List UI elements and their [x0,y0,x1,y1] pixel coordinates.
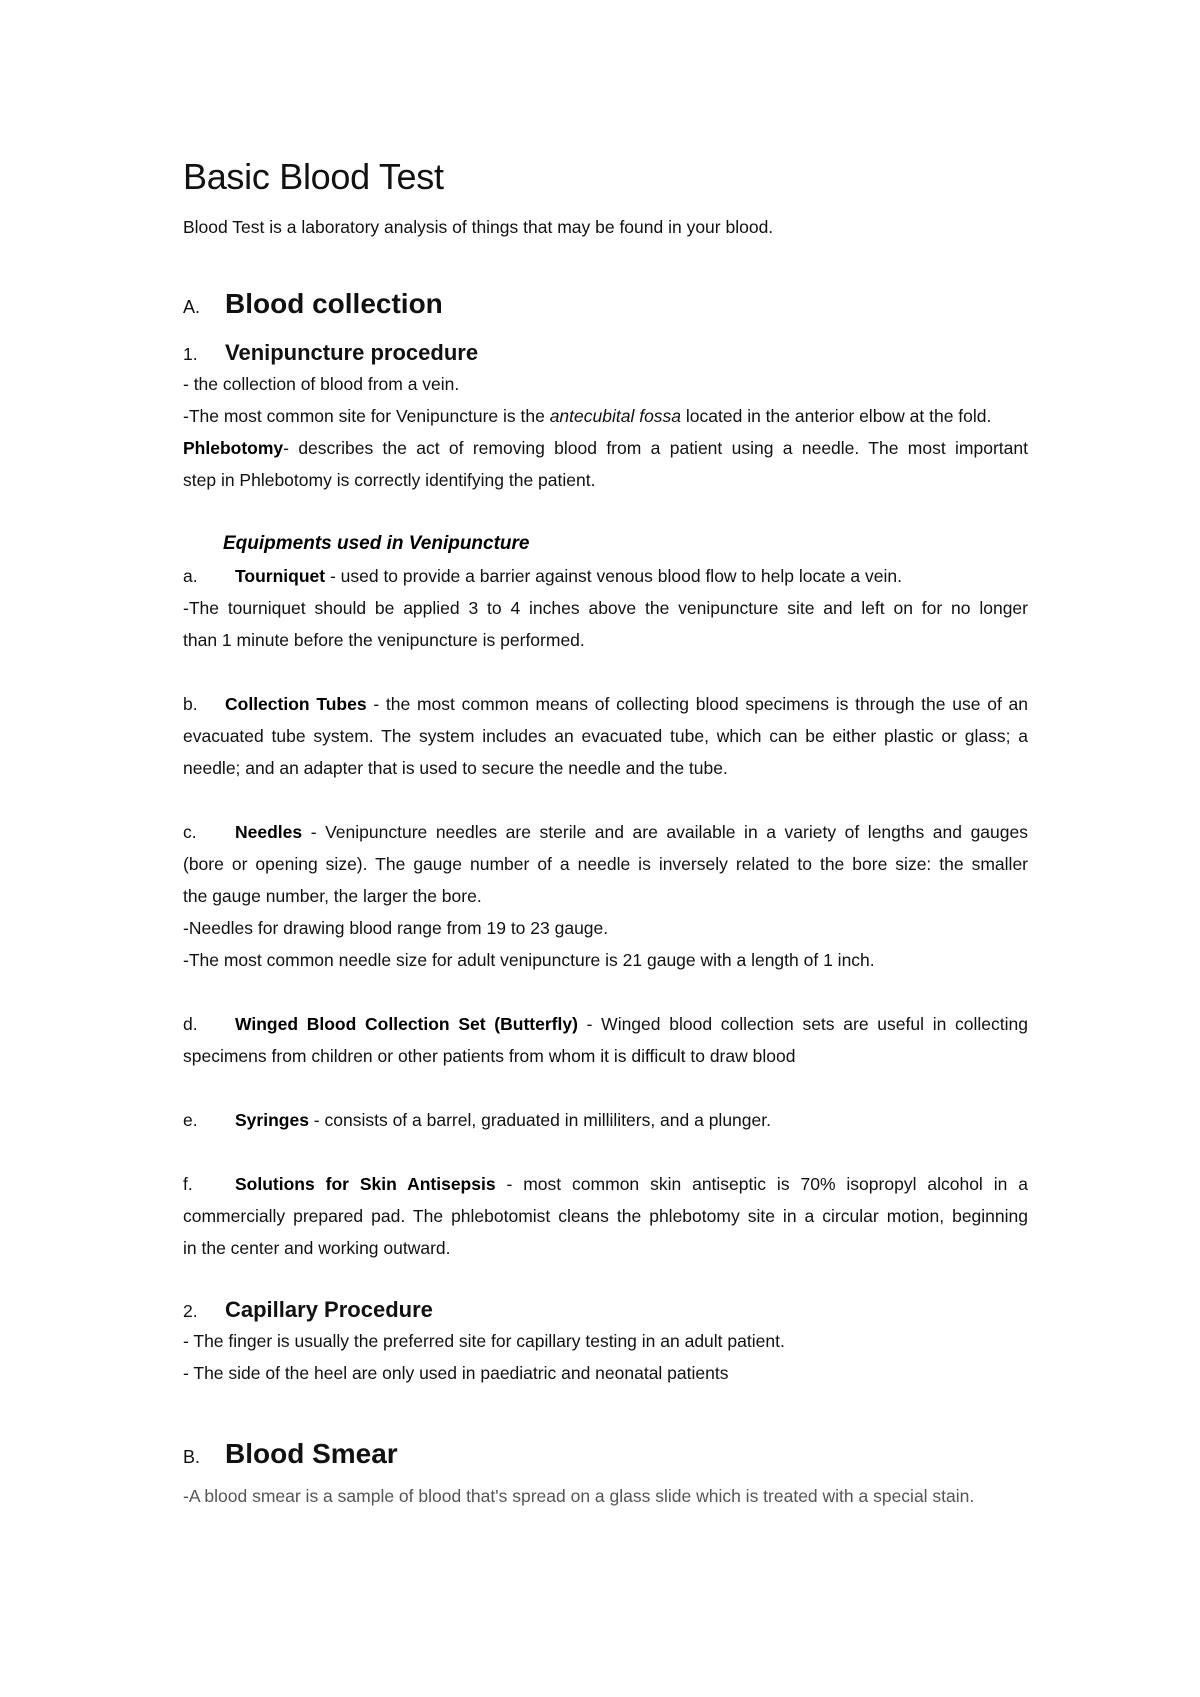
phlebotomy-term: Phlebotomy [183,438,284,458]
equipment-d-line-1: d. Winged Blood Collection Set (Butterfly) - Winged blood collection sets are useful in collecting [183,1014,1028,1034]
phlebotomy-line-1: Phlebotomy- describes the act of removing blood from a patient using a needle. The most important [183,438,1028,458]
section-a-title: Blood collection [225,288,443,319]
equipment-c-line-1: c. Needles - Venipuncture needles are sterile and are available in a variety of lengths and gauges [183,822,1028,842]
equipment-f-line-2: commercially prepared pad. The phlebotomist cleans the phlebotomy site in a circular motion, beginning [183,1206,1028,1226]
capillary-title: Capillary Procedure [225,1297,433,1322]
page-title: Basic Blood Test [183,156,444,197]
equipment-c-line-4: -Needles for drawing blood range from 19 to 23 gauge. [183,918,609,938]
capillary-heading [183,1297,433,1323]
equipment-b-line-3: needle; and an adapter that is used to secure the needle and the tube. [183,758,728,778]
intro-text: Blood Test is a laboratory analysis of things that may be found in your blood. [183,217,774,237]
section-b-title: Blood Smear [225,1438,398,1469]
equipment-c-line-5: -The most common needle size for adult venipuncture is 21 gauge with a length of 1 inch. [183,950,875,970]
venipuncture-line-1: - the collection of blood from a vein. [183,374,460,394]
winged-set-term: Winged Blood Collection Set (Butterfly) [235,1014,578,1034]
syringes-term: Syringes [235,1110,309,1130]
antecubital-fossa-term: antecubital fossa [549,406,682,426]
tourniquet-term: Tourniquet [235,566,326,586]
equipment-b-line-1: b. Collection Tubes - the most common means of collecting blood specimens is through the use of an [183,694,1029,714]
venipuncture-heading [183,340,478,366]
equipment-a-line-1: a. Tourniquet - used to provide a barrier against venous blood flow to help locate a vein. [183,566,902,586]
equipment-c-line-3: the gauge number, the larger the bore. [183,886,482,906]
capillary-line-2: - The side of the heel are only used in paediatric and neonatal patients [183,1363,729,1383]
capillary-marker: 2. [183,1301,198,1321]
equipment-f-line-3: in the center and working outward. [183,1238,451,1258]
section-b-marker: B. [183,1447,201,1467]
equipment-d-line-2: specimens from children or other patients from whom it is difficult to draw blood [183,1046,796,1066]
equipment-b-line-2: evacuated tube system. The system includes an evacuated tube, which can be either plastic or glass; a [183,726,1028,746]
equipment-subheading: Equipments used in Venipuncture [223,533,530,554]
equipment-f-line-1: f. Solutions for Skin Antisepsis - most common skin antiseptic is 70% isopropyl alcohol in a [183,1174,1028,1194]
phlebotomy-line-2: step in Phlebotomy is correctly identifying the patient. [183,470,596,490]
equipment-e-line-1: e. Syringes - consists of a barrel, graduated in milliliters, and a plunger. [183,1110,771,1130]
venipuncture-title: Venipuncture procedure [225,340,479,365]
capillary-line-1: - The finger is usually the preferred site for capillary testing in an adult patient. [183,1331,785,1351]
venipuncture-line-2: -The most common site for Venipuncture is the antecubital fossa located in the anterior elbow at the fold. [183,406,992,426]
section-a-marker: A. [183,297,201,317]
equipment-a-line-3: than 1 minute before the venipuncture is performed. [183,630,585,650]
collection-tubes-term: Collection Tubes [225,694,367,714]
needles-term: Needles [235,822,303,842]
equipment-a-line-2: -The tourniquet should be applied 3 to 4 inches above the venipuncture site and left on for no longer [183,598,1028,618]
antisepsis-term: Solutions for Skin Antisepsis [235,1174,496,1194]
equipment-c-line-2: (bore or opening size). The gauge number of a needle is inversely related to the bore size: the smaller [183,854,1028,874]
venipuncture-marker: 1. [183,344,198,364]
section-b-heading [183,1438,398,1470]
blood-smear-line-1: -A blood smear is a sample of blood that's spread on a glass slide which is treated with a special stain. [183,1486,975,1506]
section-a-heading [183,288,443,320]
